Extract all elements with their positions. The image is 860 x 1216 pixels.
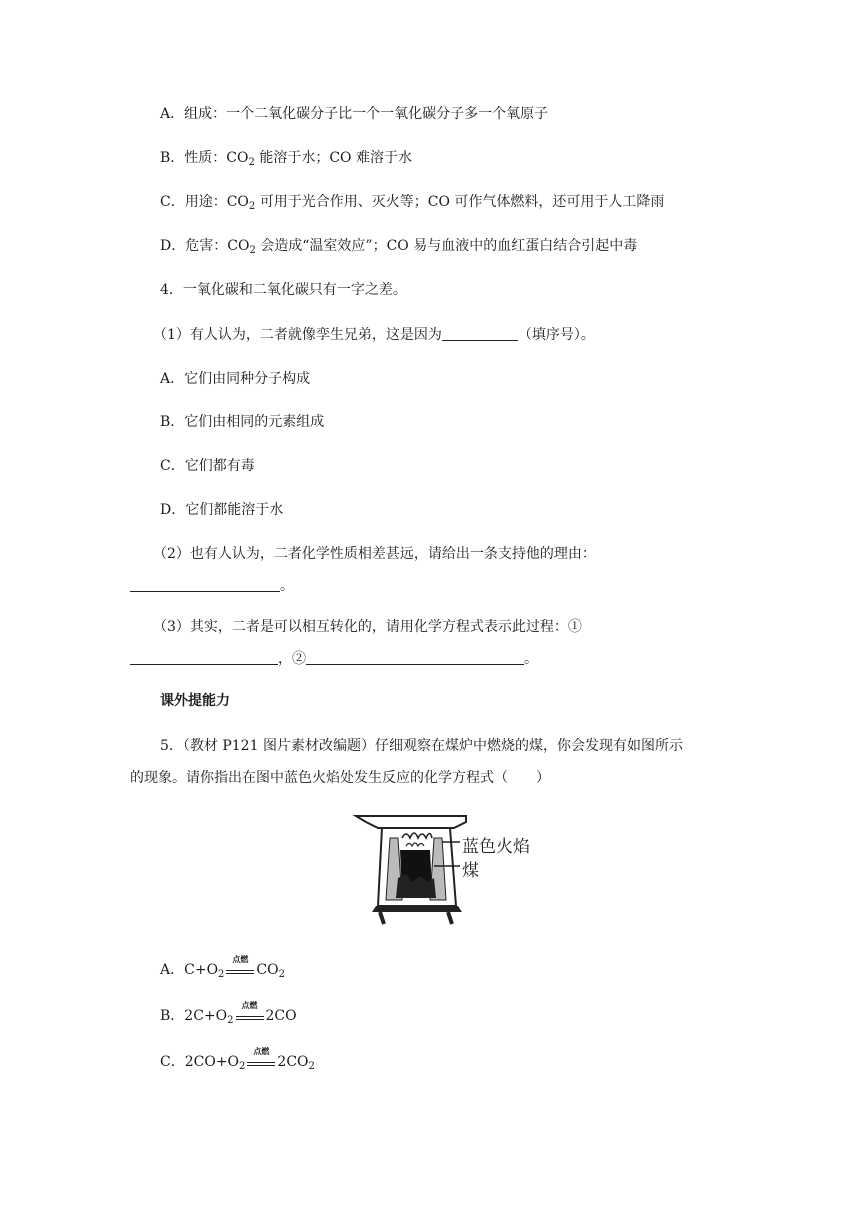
q5-option-b: B．$2C+O_2$ 点燃 2CO [160, 1001, 297, 1026]
q4-option-d: D．它们都能溶于水 [160, 502, 284, 518]
label-blue-flame: 蓝色火焰 [462, 837, 530, 857]
reaction-equals-sign: 点燃 [235, 1008, 265, 1022]
q4-sub3-answer: ，② 。 [130, 649, 538, 669]
q3-option-b: B．性质：$CO_2$ 能溶于水；CO 难溶于水 [160, 150, 412, 168]
q4-option-b: B．它们由相同的元素组成 [160, 414, 325, 430]
q3-option-c: C．用途：$CO_2$ 可用于光合作用、灭火等；CO 可作气体燃料，还可用于人工降雨 [160, 194, 665, 212]
answer-blank[interactable] [130, 577, 280, 592]
coal-stove-figure [350, 808, 576, 932]
section-title: 课外提能力 [160, 693, 230, 709]
q4-sub2: （2）也有人认为，二者化学性质相差甚远，请给出一条支持他的理由： [153, 546, 596, 562]
q4-sub1: （1）有人认为，二者就像孪生兄弟，这是因为 （填序号）。 [153, 327, 595, 343]
q4-sub3: （3）其实，二者是可以相互转化的，请用化学方程式表示此过程：① [153, 619, 582, 635]
q3-option-a: A．组成：一个二氧化碳分子比一个一氧化碳分子多一个氧原子 [160, 106, 549, 122]
q3-option-d: D．危害：$CO_2$ 会造成“温室效应”；CO 易与血液中的血红蛋白结合引起中毒 [160, 238, 638, 256]
q5-option-a: A．$C+O_2$ 点燃 $CO_2$ [160, 955, 285, 980]
q5-option-c: C．$2CO+O_2$ 点燃 $2CO_2$ [160, 1047, 315, 1072]
q4-option-a: A．它们由同种分子构成 [160, 371, 311, 387]
answer-blank[interactable] [442, 326, 518, 341]
q4-stem: 4．一氧化碳和二氧化碳只有一字之差。 [160, 282, 407, 298]
answer-blank[interactable] [306, 650, 524, 665]
answer-blank[interactable] [130, 650, 278, 665]
reaction-equals-sign: 点燃 [246, 1054, 276, 1068]
label-coal: 煤 [462, 861, 479, 881]
q5-stem-line2: 的现象。请你指出在图中蓝色火焰处发生反应的化学方程式（ ） [130, 770, 550, 786]
reaction-equals-sign: 点燃 [225, 962, 255, 976]
q4-option-c: C．它们都有毒 [160, 458, 255, 474]
q5-stem-line1: 5．（教材 P121 图片素材改编题）仔细观察在煤炉中燃烧的煤，你会发现有如图所示 [160, 738, 683, 754]
q4-sub2-answer: 。 [130, 576, 294, 596]
